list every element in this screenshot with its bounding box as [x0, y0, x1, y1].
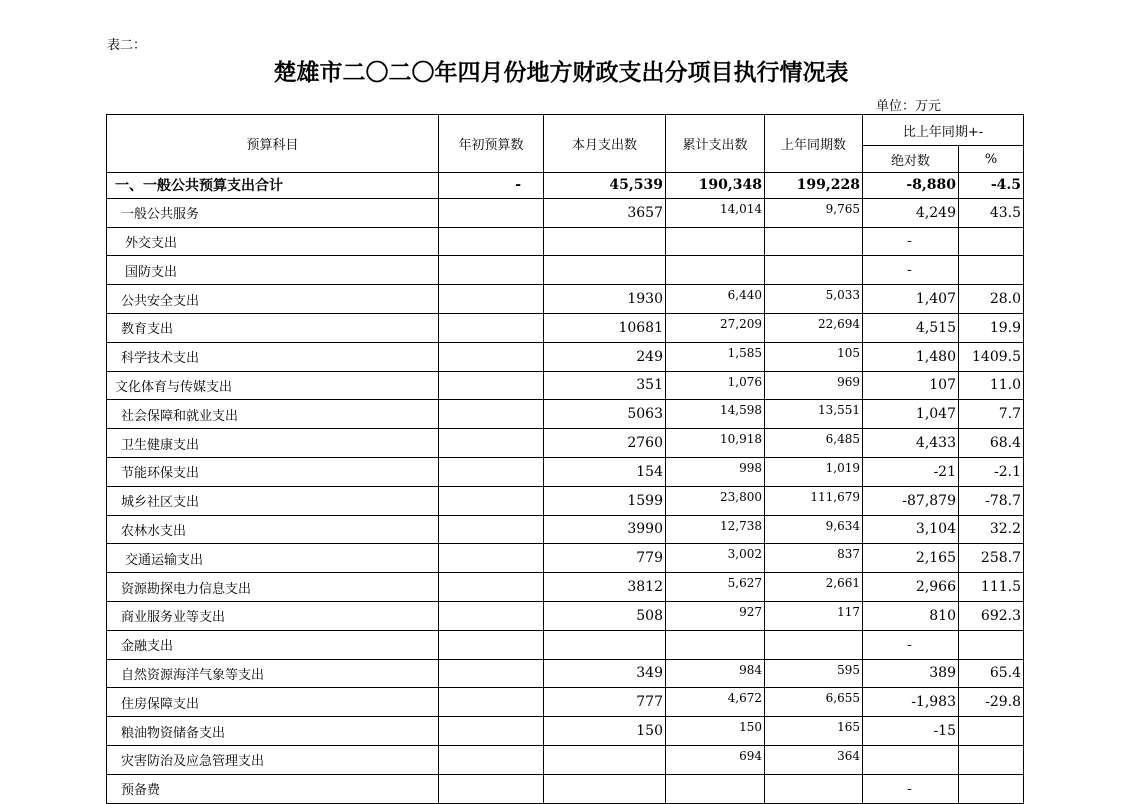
cell-name: 预备费 — [107, 774, 439, 803]
cell-percent — [959, 256, 1024, 285]
cell-absolute: 4,249 — [863, 198, 959, 227]
cell-absolute: -87,879 — [863, 486, 959, 515]
cell-month: 1599 — [544, 486, 666, 515]
cell-percent: 1409.5 — [959, 342, 1024, 371]
table-row — [107, 745, 1024, 774]
table-row — [107, 573, 1024, 602]
cell-budget — [439, 313, 544, 342]
table-row — [107, 285, 1024, 314]
cell-budget — [439, 227, 544, 256]
cell-cumulative: 23,800 — [666, 486, 765, 515]
cell-absolute: 4,515 — [863, 313, 959, 342]
table-row — [107, 227, 1024, 256]
cell-budget — [439, 601, 544, 630]
table-row — [107, 717, 1024, 746]
cell-budget — [439, 717, 544, 746]
total-cumulative: 190,348 — [666, 173, 765, 199]
cell-cumulative: 1,585 — [666, 342, 765, 371]
cell-budget — [439, 774, 544, 803]
cell-name: 交通运输支出 — [107, 544, 439, 573]
cell-budget — [439, 573, 544, 602]
cell-month: 150 — [544, 717, 666, 746]
cell-percent: 11.0 — [959, 371, 1024, 400]
cell-name: 节能环保支出 — [107, 457, 439, 486]
cell-month: 351 — [544, 371, 666, 400]
cell-last-year: 2,661 — [765, 573, 863, 602]
cell-name: 粮油物资储备支出 — [107, 717, 439, 746]
total-last-year: 199,228 — [765, 173, 863, 199]
cell-budget — [439, 688, 544, 717]
cell-cumulative: 4,672 — [666, 688, 765, 717]
cell-cumulative — [666, 256, 765, 285]
cell-last-year: 9,765 — [765, 198, 863, 227]
total-name: 一、一般公共预算支出合计 — [107, 173, 439, 199]
table-row — [107, 457, 1024, 486]
total-month: 45,539 — [544, 173, 666, 199]
header-last-year: 上年同期数 — [765, 115, 863, 173]
table-row — [107, 515, 1024, 544]
cell-month: 3657 — [544, 198, 666, 227]
cell-month: 154 — [544, 457, 666, 486]
cell-name: 科学技术支出 — [107, 342, 439, 371]
cell-cumulative: 3,002 — [666, 544, 765, 573]
cell-last-year: 117 — [765, 601, 863, 630]
total-budget: - — [439, 173, 544, 199]
cell-name: 社会保障和就业支出 — [107, 400, 439, 429]
cell-name: 国防支出 — [107, 256, 439, 285]
cell-last-year: 105 — [765, 342, 863, 371]
cell-absolute: 2,165 — [863, 544, 959, 573]
cell-absolute: 1,480 — [863, 342, 959, 371]
cell-name: 商业服务业等支出 — [107, 601, 439, 630]
table-row — [107, 544, 1024, 573]
cell-name: 金融支出 — [107, 630, 439, 659]
cell-percent — [959, 774, 1024, 803]
cell-name: 一般公共服务 — [107, 198, 439, 227]
header-compare: 比上年同期+- — [863, 115, 1024, 146]
cell-absolute: -15 — [863, 717, 959, 746]
cell-cumulative — [666, 774, 765, 803]
cell-month: 3812 — [544, 573, 666, 602]
table-row — [107, 342, 1024, 371]
total-percent: -4.5 — [959, 173, 1024, 199]
cell-month — [544, 227, 666, 256]
cell-percent: 32.2 — [959, 515, 1024, 544]
cell-last-year: 13,551 — [765, 400, 863, 429]
cell-budget — [439, 745, 544, 774]
cell-name: 文化体育与传媒支出 — [107, 371, 439, 400]
header-percent: % — [959, 146, 1024, 173]
cell-cumulative: 12,738 — [666, 515, 765, 544]
cell-percent: 65.4 — [959, 659, 1024, 688]
cell-percent: 19.9 — [959, 313, 1024, 342]
table-row — [107, 256, 1024, 285]
cell-percent — [959, 745, 1024, 774]
unit-label: 单位：万元 — [876, 99, 942, 114]
cell-budget — [439, 256, 544, 285]
cell-cumulative: 14,598 — [666, 400, 765, 429]
cell-last-year: 165 — [765, 717, 863, 746]
cell-budget — [439, 544, 544, 573]
cell-last-year: 9,634 — [765, 515, 863, 544]
cell-budget — [439, 486, 544, 515]
cell-cumulative — [666, 227, 765, 256]
table-row — [107, 601, 1024, 630]
table-row — [107, 486, 1024, 515]
cell-budget — [439, 429, 544, 458]
cell-name: 教育支出 — [107, 313, 439, 342]
cell-absolute: 4,433 — [863, 429, 959, 458]
cell-percent: 28.0 — [959, 285, 1024, 314]
cell-absolute: 389 — [863, 659, 959, 688]
cell-percent — [959, 227, 1024, 256]
cell-budget — [439, 457, 544, 486]
cell-name: 资源勘探电力信息支出 — [107, 573, 439, 602]
header-cumulative: 累计支出数 — [666, 115, 765, 173]
cell-name: 灾害防治及应急管理支出 — [107, 745, 439, 774]
page-title: 楚雄市二〇二〇年四月份地方财政支出分项目执行情况表 — [273, 59, 849, 86]
cell-absolute: -21 — [863, 457, 959, 486]
cell-absolute: 1,047 — [863, 400, 959, 429]
cell-month: 5063 — [544, 400, 666, 429]
cell-last-year: 111,679 — [765, 486, 863, 515]
cell-cumulative: 6,440 — [666, 285, 765, 314]
cell-budget — [439, 342, 544, 371]
cell-cumulative: 998 — [666, 457, 765, 486]
cell-budget — [439, 198, 544, 227]
cell-absolute: - — [863, 227, 959, 256]
cell-month — [544, 256, 666, 285]
cell-last-year: 969 — [765, 371, 863, 400]
cell-name: 农林水支出 — [107, 515, 439, 544]
cell-cumulative: 927 — [666, 601, 765, 630]
cell-month: 349 — [544, 659, 666, 688]
cell-name: 外交支出 — [107, 227, 439, 256]
header-month: 本月支出数 — [544, 115, 666, 173]
cell-month — [544, 745, 666, 774]
cell-absolute: - — [863, 256, 959, 285]
cell-cumulative: 150 — [666, 717, 765, 746]
cell-absolute: - — [863, 774, 959, 803]
cell-cumulative: 984 — [666, 659, 765, 688]
cell-cumulative: 694 — [666, 745, 765, 774]
cell-percent: -2.1 — [959, 457, 1024, 486]
table-row — [107, 400, 1024, 429]
cell-cumulative: 27,209 — [666, 313, 765, 342]
cell-last-year — [765, 227, 863, 256]
cell-budget — [439, 371, 544, 400]
cell-last-year — [765, 774, 863, 803]
cell-month: 779 — [544, 544, 666, 573]
cell-name: 住房保障支出 — [107, 688, 439, 717]
cell-last-year: 1,019 — [765, 457, 863, 486]
cell-last-year: 6,485 — [765, 429, 863, 458]
cell-month: 777 — [544, 688, 666, 717]
cell-last-year: 22,694 — [765, 313, 863, 342]
cell-budget — [439, 400, 544, 429]
cell-month: 3990 — [544, 515, 666, 544]
cell-month: 10681 — [544, 313, 666, 342]
table-row — [107, 429, 1024, 458]
cell-cumulative: 10,918 — [666, 429, 765, 458]
cell-cumulative: 1,076 — [666, 371, 765, 400]
table-caption: 表二： — [107, 38, 147, 53]
table-row — [107, 630, 1024, 659]
cell-month: 2760 — [544, 429, 666, 458]
cell-month: 508 — [544, 601, 666, 630]
cell-percent: 43.5 — [959, 198, 1024, 227]
table-row — [107, 313, 1024, 342]
cell-name: 城乡社区支出 — [107, 486, 439, 515]
cell-percent: -78.7 — [959, 486, 1024, 515]
cell-cumulative: 5,627 — [666, 573, 765, 602]
total-row — [107, 173, 1024, 199]
header-absolute: 绝对数 — [863, 146, 959, 173]
cell-absolute: 1,407 — [863, 285, 959, 314]
table-row — [107, 688, 1024, 717]
cell-absolute: -1,983 — [863, 688, 959, 717]
cell-last-year — [765, 256, 863, 285]
cell-percent: 68.4 — [959, 429, 1024, 458]
cell-name: 公共安全支出 — [107, 285, 439, 314]
cell-month: 249 — [544, 342, 666, 371]
header-subject: 预算科目 — [107, 115, 439, 173]
table-row — [107, 659, 1024, 688]
cell-percent: 7.7 — [959, 400, 1024, 429]
cell-percent — [959, 717, 1024, 746]
cell-name: 自然资源海洋气象等支出 — [107, 659, 439, 688]
cell-last-year: 595 — [765, 659, 863, 688]
table-row — [107, 198, 1024, 227]
total-absolute: -8,880 — [863, 173, 959, 199]
cell-absolute — [863, 745, 959, 774]
cell-last-year: 5,033 — [765, 285, 863, 314]
cell-percent — [959, 630, 1024, 659]
table-row — [107, 371, 1024, 400]
cell-absolute: 2,966 — [863, 573, 959, 602]
cell-name: 卫生健康支出 — [107, 429, 439, 458]
header-budget: 年初预算数 — [439, 115, 544, 173]
cell-absolute: - — [863, 630, 959, 659]
cell-budget — [439, 515, 544, 544]
cell-percent: 692.3 — [959, 601, 1024, 630]
cell-absolute: 810 — [863, 601, 959, 630]
table-row — [107, 774, 1024, 803]
cell-month — [544, 630, 666, 659]
cell-absolute: 107 — [863, 371, 959, 400]
cell-budget — [439, 630, 544, 659]
cell-cumulative — [666, 630, 765, 659]
cell-month — [544, 774, 666, 803]
cell-last-year: 364 — [765, 745, 863, 774]
cell-last-year: 6,655 — [765, 688, 863, 717]
expenditure-table — [106, 114, 1024, 804]
cell-percent: 258.7 — [959, 544, 1024, 573]
cell-last-year: 837 — [765, 544, 863, 573]
cell-absolute: 3,104 — [863, 515, 959, 544]
cell-budget — [439, 285, 544, 314]
cell-month: 1930 — [544, 285, 666, 314]
cell-percent: -29.8 — [959, 688, 1024, 717]
cell-percent: 111.5 — [959, 573, 1024, 602]
cell-budget — [439, 659, 544, 688]
cell-cumulative: 14,014 — [666, 198, 765, 227]
cell-last-year — [765, 630, 863, 659]
